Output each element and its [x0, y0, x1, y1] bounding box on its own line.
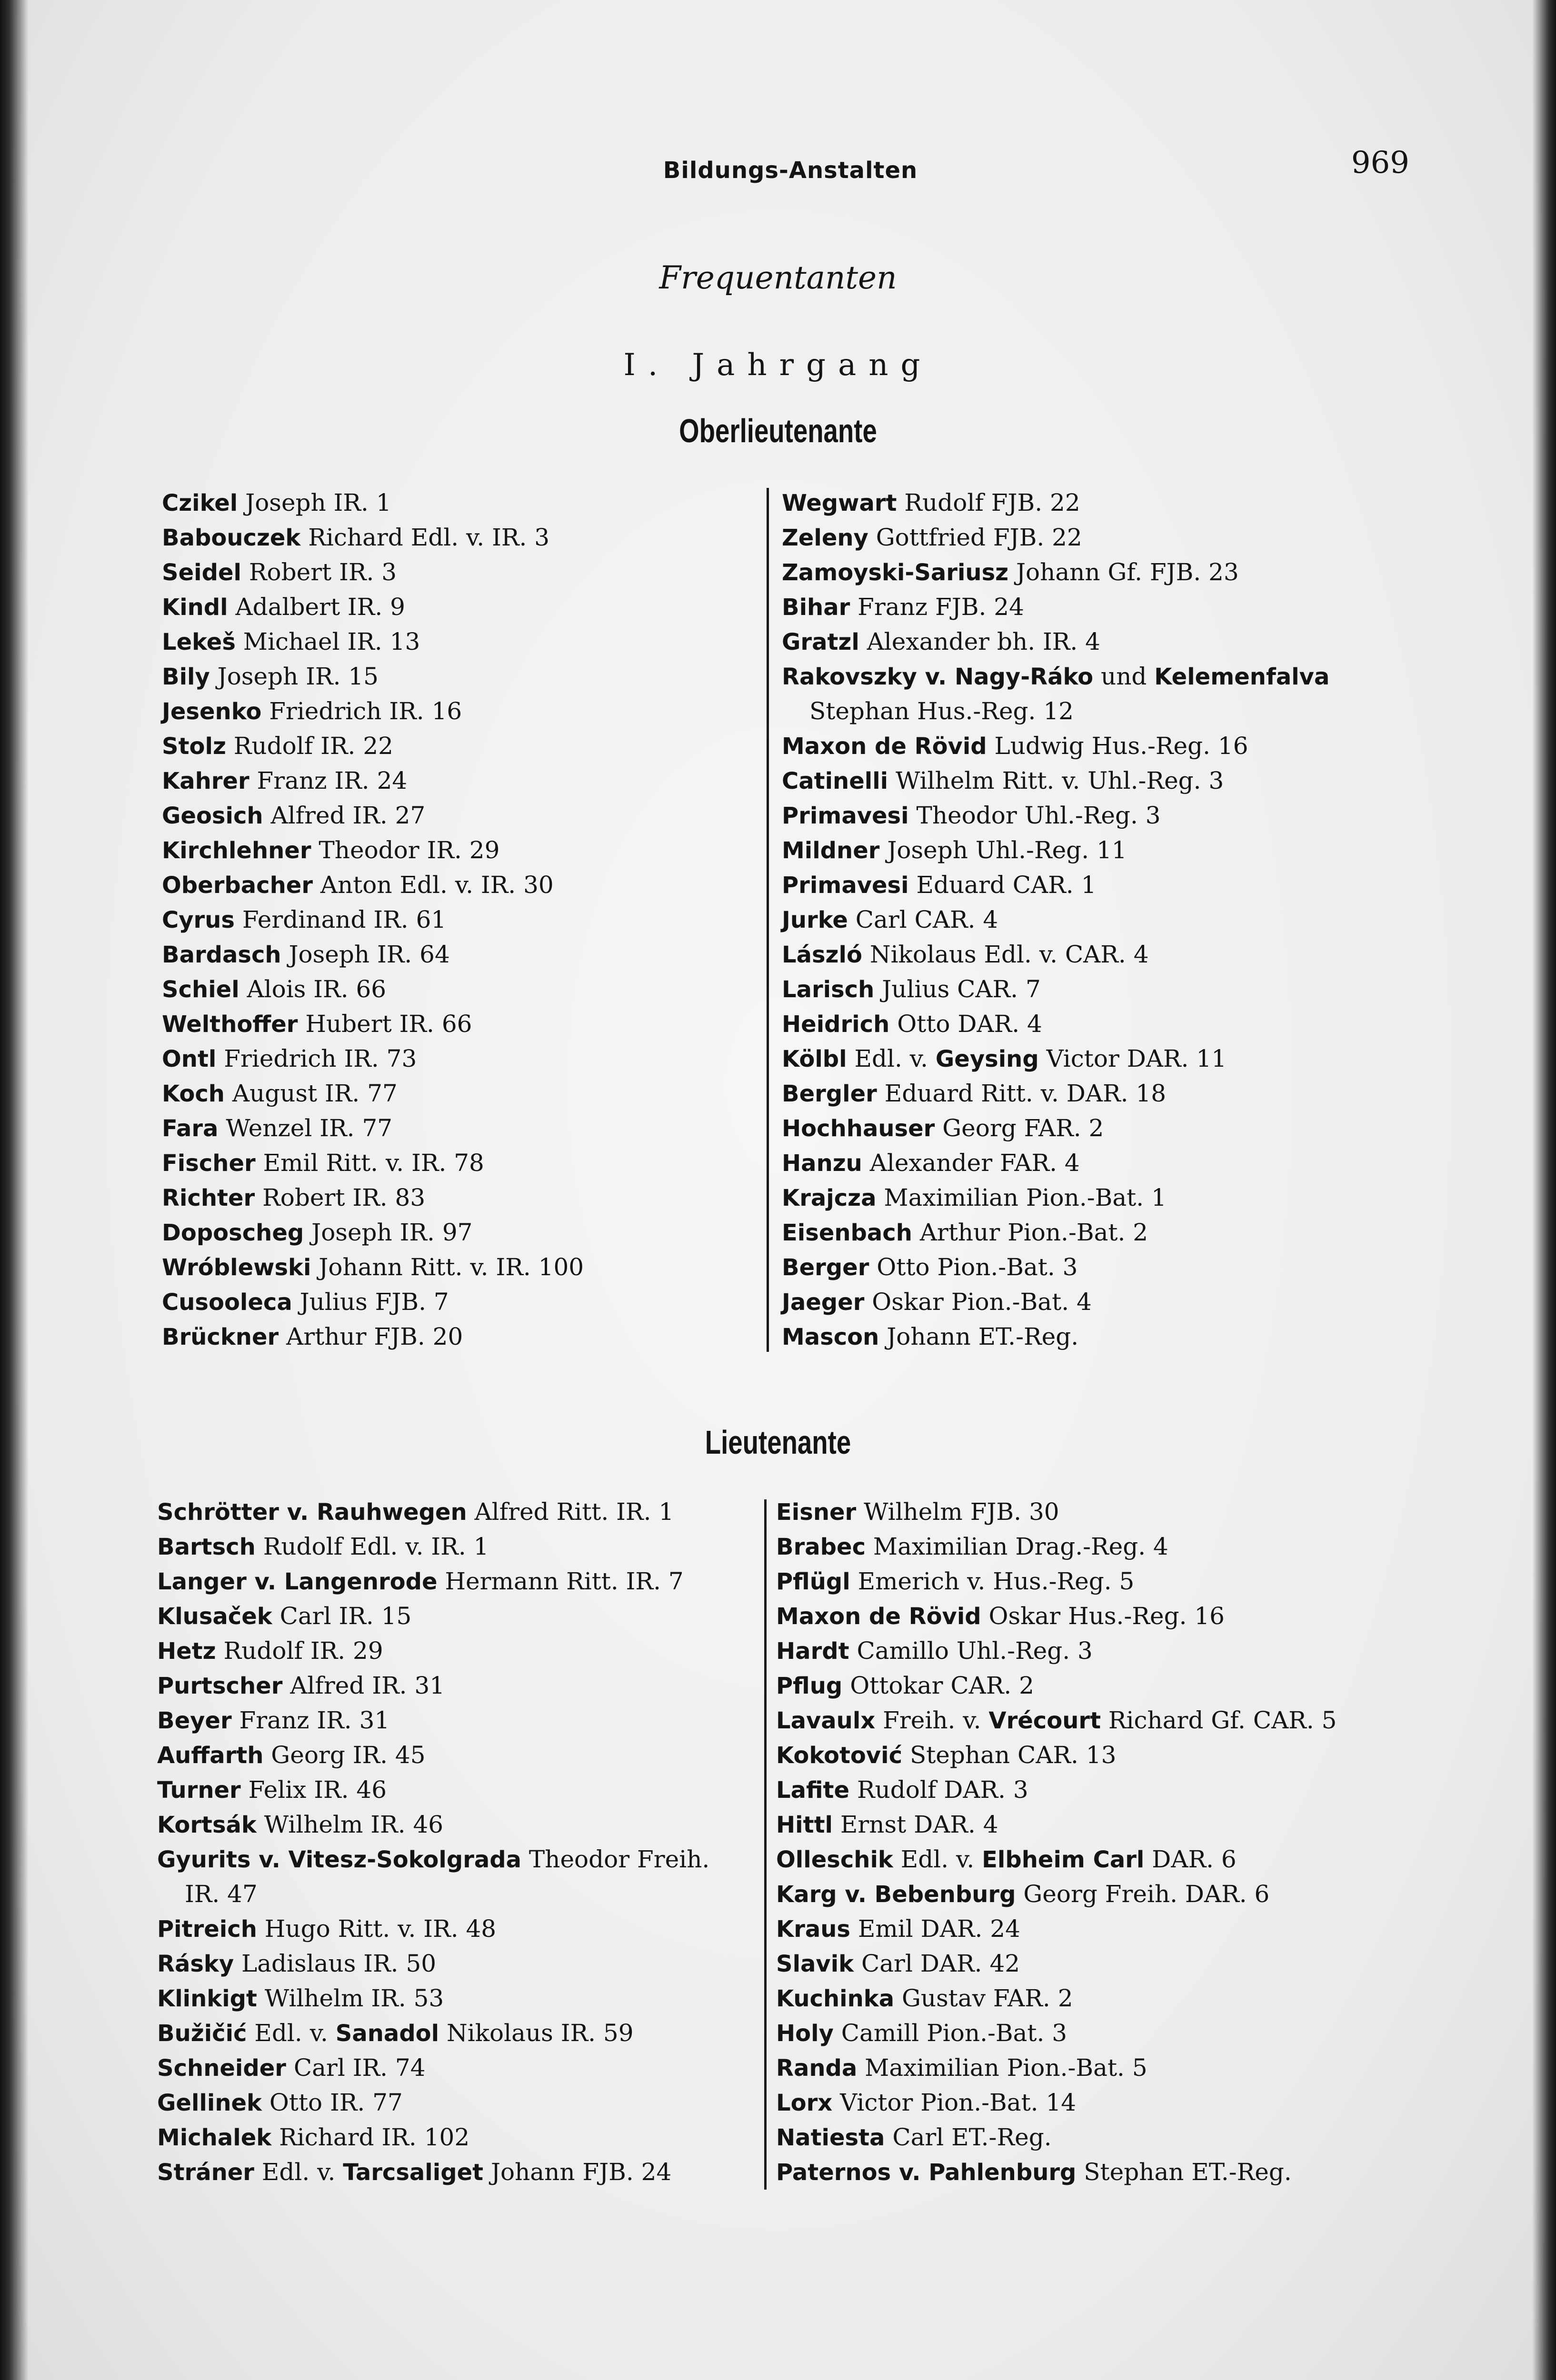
oberlieutenante-left-column	[162, 486, 743, 1354]
roster-entry	[776, 1877, 1443, 1912]
entry-surname: Koch	[162, 1081, 225, 1107]
entry-details: IR. 47	[185, 1880, 258, 1908]
entry-surname: Slavik	[776, 1951, 854, 1977]
roster-entry	[776, 1599, 1443, 1634]
roster-entry	[776, 1703, 1443, 1738]
entry-details: Edl. v.	[847, 1045, 936, 1072]
entry-details: Theodor Freih.	[521, 1845, 710, 1873]
scan-edge-left	[0, 0, 29, 2380]
entry-surname: Cyrus	[162, 907, 235, 933]
entry-surname: Gyurits v. Vitesz-Sokolgrada	[157, 1846, 521, 1873]
roster-entry	[162, 1076, 743, 1111]
entry-predicate: Tarcsaliget	[343, 2159, 484, 2186]
entry-details: Camillo Uhl.-Reg. 3	[849, 1637, 1093, 1665]
roster-entry	[776, 1738, 1443, 1773]
entry-surname: Kahrer	[162, 768, 249, 794]
entry-details: Theodor IR. 29	[311, 836, 500, 864]
entry-surname: Lavaulx	[776, 1707, 876, 1734]
entry-surname: Bardasch	[162, 942, 281, 968]
roster-entry	[776, 1564, 1443, 1599]
entry-details: Julius CAR. 7	[874, 975, 1041, 1003]
entry-details: Alexander bh. IR. 4	[859, 628, 1100, 655]
entry-details: Carl CAR. 4	[848, 906, 998, 933]
entry-details: Adalbert IR. 9	[228, 593, 405, 621]
entry-surname: Stráner	[157, 2159, 254, 2186]
entry-details: Georg IR. 45	[263, 1741, 426, 1769]
entry-surname: Beyer	[157, 1707, 232, 1734]
entry-details: Michael IR. 13	[235, 628, 420, 655]
entry-details: Johann Ritt. v. IR. 100	[311, 1253, 584, 1281]
entry-details: Carl DAR. 42	[854, 1950, 1020, 1977]
entry-surname: Fischer	[162, 1150, 256, 1177]
entry-details: Maximilian Pion.-Bat. 5	[857, 2054, 1147, 2082]
entry-details: Oskar Pion.-Bat. 4	[864, 1288, 1092, 1316]
entry-details: Friedrich IR. 73	[216, 1045, 417, 1072]
entry-details: Eduard Ritt. v. DAR. 18	[877, 1080, 1167, 1107]
entry-details: Joseph IR. 1	[238, 489, 391, 516]
entry-surname: Mascon	[782, 1324, 879, 1350]
entry-surname: Hanzu	[782, 1150, 862, 1177]
entry-details: Rudolf Edl. v. IR. 1	[255, 1533, 489, 1560]
entry-surname: Maxon de Rövid	[776, 1603, 981, 1630]
roster-entry	[776, 1912, 1443, 1946]
entry-surname: Richter	[162, 1185, 255, 1211]
entry-predicate: Geysing	[935, 1046, 1039, 1072]
entry-details: Alois IR. 66	[239, 975, 387, 1003]
entry-surname: Kraus	[776, 1916, 850, 1943]
roster-entry	[782, 1146, 1439, 1180]
entry-surname: Natiesta	[776, 2124, 885, 2151]
entry-surname: Seidel	[162, 559, 241, 586]
entry-details: Edl. v.	[247, 2019, 336, 2047]
entry-details: Ferdinand IR. 61	[234, 906, 447, 933]
entry-surname: Lekeš	[162, 629, 236, 655]
entry-details: Arthur Pion.-Bat. 2	[912, 1219, 1148, 1246]
entry-details: Maximilian Pion.-Bat. 1	[876, 1184, 1167, 1211]
roster-entry	[782, 764, 1439, 798]
roster-entry	[782, 486, 1439, 520]
entry-surname: Maxon de Rövid	[782, 733, 987, 760]
entry-details: Robert IR. 83	[255, 1184, 426, 1211]
entry-surname: Hetz	[157, 1638, 216, 1665]
roster-entry	[782, 520, 1439, 555]
entry-surname: Babouczek	[162, 525, 301, 551]
roster-entry	[157, 1738, 757, 1773]
entry-details: Gottfried FJB. 22	[868, 524, 1082, 551]
entry-details: Hugo Ritt. v. IR. 48	[257, 1915, 497, 1943]
entry-details: August IR. 77	[224, 1080, 398, 1107]
entry-surname: Cusoolecа	[162, 1289, 292, 1316]
roster-entry	[782, 1215, 1439, 1250]
roster-entry	[776, 1529, 1443, 1564]
entry-surname: Lafite	[776, 1777, 850, 1804]
jahrgang-heading: I. Jahrgang	[623, 347, 933, 383]
entry-surname: Langer v. Langenrode	[157, 1568, 438, 1595]
entry-surname: László	[782, 942, 862, 968]
roster-entry	[162, 833, 743, 868]
entry-details: Georg FAR. 2	[935, 1114, 1104, 1142]
roster-entry	[782, 868, 1439, 902]
roster-entry	[157, 1946, 757, 1981]
entry-surname: Kuchinka	[776, 1985, 895, 2012]
entry-surname: Kokotović	[776, 1742, 903, 1769]
roster-entry	[162, 937, 743, 972]
entry-details: Maximilian Drag.-Reg. 4	[866, 1533, 1168, 1560]
entry-surname: Krajcza	[782, 1185, 877, 1211]
entry-predicate: Vrécourt	[988, 1707, 1101, 1734]
roster-entry	[782, 625, 1439, 659]
roster-entry	[162, 486, 743, 520]
entry-details: Carl ET.-Reg.	[885, 2123, 1052, 2151]
frequentanten-heading: Frequentanten	[659, 259, 897, 296]
entry-surname: Kirchlehner	[162, 837, 311, 864]
entry-details: Stephan ET.-Reg.	[1076, 2158, 1292, 2186]
entry-details: Ernst DAR. 4	[832, 1811, 998, 1838]
entry-surname: Kindl	[162, 594, 228, 621]
entry-surname: Zeleny	[782, 525, 868, 551]
entry-surname: Brabec	[776, 1534, 866, 1560]
entry-details: Alfred Ritt. IR. 1	[467, 1498, 674, 1526]
entry-details: Richard Edl. v. IR. 3	[300, 524, 550, 551]
entry-details: Georg Freih. DAR. 6	[1016, 1880, 1270, 1908]
entry-surname: Pflügl	[776, 1568, 850, 1595]
entry-details: Victor DAR. 11	[1038, 1045, 1227, 1072]
roster-entry	[776, 2051, 1443, 2085]
roster-entry	[782, 798, 1439, 833]
entry-details: Wilhelm IR. 53	[257, 1984, 444, 2012]
entry-details: Ottokar CAR. 2	[842, 1672, 1034, 1699]
entry-surname: Olleschik	[776, 1846, 893, 1873]
entry-surname: Eisner	[776, 1499, 857, 1526]
roster-entry	[162, 1007, 743, 1041]
roster-entry	[157, 1912, 757, 1946]
entry-details: Otto Pion.-Bat. 3	[869, 1253, 1078, 1281]
entry-surname: Bužičić	[157, 2020, 247, 2047]
roster-entry	[782, 972, 1439, 1007]
entry-details: Alexander FAR. 4	[862, 1149, 1080, 1177]
roster-entry	[776, 2016, 1443, 2051]
roster-entry	[776, 2155, 1443, 2190]
entry-surname: Klusaček	[157, 1603, 272, 1630]
entry-details: Robert IR. 3	[241, 558, 397, 586]
roster-entry	[782, 937, 1439, 972]
roster-entry	[162, 659, 743, 694]
entry-surname: Klinkigt	[157, 1985, 257, 2012]
entry-details: Wilhelm Ritt. v. Uhl.-Reg. 3	[888, 767, 1224, 794]
entry-surname: Kölbl	[782, 1046, 847, 1072]
entry-surname: Karg v. Bebenburg	[776, 1881, 1016, 1908]
roster-entry	[162, 729, 743, 764]
roster-entry	[162, 868, 743, 902]
entry-surname: Schiel	[162, 976, 239, 1003]
roster-entry	[162, 555, 743, 590]
entry-details: Emerich v. Hus.-Reg. 5	[850, 1567, 1135, 1595]
entry-surname: Holy	[776, 2020, 834, 2047]
oberlieutenante-title: Oberlieutenante	[679, 412, 877, 449]
page-number: 969	[1351, 145, 1409, 180]
entry-details: Stephan Hus.-Reg. 12	[809, 697, 1074, 725]
roster-entry	[157, 1495, 757, 1529]
roster-entry	[776, 1946, 1443, 1981]
entry-details: Felix IR. 46	[240, 1776, 387, 1804]
roster-entry	[162, 1215, 743, 1250]
roster-entry	[157, 1807, 757, 1842]
entry-details: Johann Gf. FJB. 23	[1008, 558, 1239, 586]
roster-entry	[162, 972, 743, 1007]
roster-entry	[162, 1250, 743, 1285]
entry-details: Ludwig Hus.-Reg. 16	[987, 732, 1248, 760]
roster-entry	[162, 1319, 743, 1354]
roster-entry	[162, 1285, 743, 1319]
roster-entry	[157, 1668, 757, 1703]
roster-entry	[782, 833, 1439, 868]
entry-surname: Pitreich	[157, 1916, 257, 1943]
entry-surname: Doposcheg	[162, 1220, 304, 1246]
roster-entry	[162, 1111, 743, 1146]
roster-entry	[782, 590, 1439, 625]
entry-surname: Zamoyski-Sariusz	[782, 559, 1009, 586]
roster-entry	[157, 1599, 757, 1634]
entry-details: Camill Pion.-Bat. 3	[833, 2019, 1067, 2047]
entry-surname: Primavesi	[782, 872, 909, 899]
entry-surname: Stolz	[162, 733, 226, 760]
entry-details: Rudolf FJB. 22	[897, 489, 1080, 516]
roster-entry	[782, 1180, 1439, 1215]
entry-details: Wilhelm IR. 46	[256, 1811, 444, 1838]
entry-details: Eduard CAR. 1	[908, 871, 1097, 899]
roster-entry	[776, 2085, 1443, 2120]
entry-surname: Auffarth	[157, 1742, 264, 1769]
oberlieutenante-right-column	[782, 486, 1439, 1354]
entry-surname: Berger	[782, 1254, 869, 1281]
roster-entry	[782, 1007, 1439, 1041]
entry-details: Theodor Uhl.-Reg. 3	[908, 802, 1161, 829]
roster-entry	[162, 520, 743, 555]
lieutenante-title: Lieutenante	[705, 1424, 851, 1461]
entry-details: und	[1093, 663, 1155, 690]
roster-entry	[162, 625, 743, 659]
entry-surname: Gellinek	[157, 2090, 262, 2116]
roster-entry	[782, 1041, 1439, 1076]
entry-surname: Rásky	[157, 1951, 234, 1977]
entry-details: Hubert IR. 66	[298, 1010, 472, 1038]
entry-details: Otto DAR. 4	[889, 1010, 1042, 1038]
roster-entry	[157, 2155, 757, 2190]
roster-entry	[782, 1076, 1439, 1111]
roster-entry	[162, 694, 743, 729]
entry-details: Edl. v.	[893, 1845, 982, 1873]
entry-surname: Schrötter v. Rauhwegen	[157, 1499, 467, 1526]
entry-surname: Mildner	[782, 837, 880, 864]
entry-surname: Jesenko	[162, 698, 262, 725]
entry-surname: Rakovszky v. Nagy-Ráko	[782, 664, 1094, 690]
entry-surname: Larisch	[782, 976, 875, 1003]
entry-details: Nikolaus IR. 59	[439, 2019, 634, 2047]
roster-entry	[776, 1634, 1443, 1668]
entry-details: Friedrich IR. 16	[261, 697, 462, 725]
roster-entry	[162, 1180, 743, 1215]
entry-details: Victor Pion.-Bat. 14	[832, 2089, 1077, 2116]
lieutenante-column-divider	[764, 1499, 767, 2190]
roster-entry	[782, 1250, 1439, 1285]
roster-entry	[776, 1842, 1443, 1877]
roster-entry	[782, 1319, 1439, 1354]
entry-surname: Turner	[157, 1777, 241, 1804]
entry-details: Johann ET.-Reg.	[879, 1323, 1079, 1350]
entry-surname: Fara	[162, 1115, 219, 1142]
entry-details: Alfred IR. 27	[263, 802, 426, 829]
entry-details: DAR. 6	[1144, 1845, 1237, 1873]
roster-entry	[157, 1981, 757, 2016]
entry-surname: Jurke	[782, 907, 848, 933]
roster-entry-continuation	[157, 1877, 757, 1912]
roster-entry	[157, 1529, 757, 1564]
roster-entry	[162, 1146, 743, 1180]
roster-entry	[157, 2016, 757, 2051]
entry-details: Rudolf IR. 29	[216, 1637, 383, 1665]
entry-surname: Oberbacher	[162, 872, 313, 899]
entry-details: Otto IR. 77	[261, 2089, 403, 2116]
oberlieutenante-column-divider	[767, 488, 769, 1352]
roster-entry	[157, 1564, 757, 1599]
roster-entry	[782, 555, 1439, 590]
entry-details: Freih. v.	[875, 1706, 989, 1734]
roster-entry	[157, 2085, 757, 2120]
roster-entry	[782, 1111, 1439, 1146]
entry-surname: Gratzl	[782, 629, 859, 655]
roster-entry	[782, 729, 1439, 764]
roster-entry	[162, 764, 743, 798]
entry-surname: Eisenbach	[782, 1220, 912, 1246]
entry-details: Hermann Ritt. IR. 7	[437, 1567, 684, 1595]
entry-surname: Heidrich	[782, 1011, 890, 1038]
roster-entry	[157, 1773, 757, 1807]
entry-details: Joseph Uhl.-Reg. 11	[879, 836, 1127, 864]
lieutenante-right-column	[776, 1495, 1443, 2190]
entry-surname: Hardt	[776, 1638, 849, 1665]
entry-surname: Schneider	[157, 2055, 286, 2082]
roster-entry	[776, 1773, 1443, 1807]
roster-entry	[162, 590, 743, 625]
entry-details: Franz IR. 24	[249, 767, 408, 794]
entry-surname: Primavesi	[782, 803, 909, 829]
entry-details: Carl IR. 15	[272, 1602, 412, 1630]
roster-entry	[782, 659, 1439, 694]
entry-surname: Bergler	[782, 1081, 877, 1107]
roster-entry	[776, 1807, 1443, 1842]
roster-entry	[157, 2120, 757, 2155]
entry-surname: Hochhauser	[782, 1115, 935, 1142]
roster-entry	[776, 1495, 1443, 1529]
entry-surname: Jaeger	[782, 1289, 865, 1316]
scan-edge-right	[1532, 0, 1556, 2380]
entry-surname: Paternos v. Pahlenburg	[776, 2159, 1077, 2186]
entry-surname: Kortsák	[157, 1812, 257, 1838]
entry-surname: Wróblewski	[162, 1254, 311, 1281]
entry-details: Carl IR. 74	[286, 2054, 426, 2082]
entry-details: Joseph IR. 64	[281, 941, 450, 968]
entry-details: Alfred IR. 31	[282, 1672, 445, 1699]
roster-entry-continuation	[782, 694, 1439, 729]
entry-details: Stephan CAR. 13	[902, 1741, 1117, 1769]
roster-entry	[162, 1041, 743, 1076]
roster-entry	[776, 1981, 1443, 2016]
entry-details: Wenzel IR. 77	[218, 1114, 393, 1142]
entry-surname: Ontl	[162, 1046, 217, 1072]
entry-details: Wilhelm FJB. 30	[856, 1498, 1059, 1526]
entry-details: Joseph IR. 97	[304, 1219, 473, 1246]
roster-entry	[157, 2051, 757, 2085]
entry-details: Richard Gf. CAR. 5	[1101, 1706, 1337, 1734]
entry-surname: Lorx	[776, 2090, 833, 2116]
roster-entry	[776, 2120, 1443, 2155]
roster-entry	[162, 798, 743, 833]
roster-entry	[157, 1703, 757, 1738]
entry-surname: Purtscher	[157, 1673, 283, 1699]
entry-surname: Czikel	[162, 490, 238, 516]
lieutenante-left-column	[157, 1495, 757, 2190]
entry-details: Arthur FJB. 20	[279, 1323, 463, 1350]
entry-surname: Wegwart	[782, 490, 897, 516]
entry-details: Gustav FAR. 2	[894, 1984, 1073, 2012]
roster-entry	[157, 1842, 757, 1877]
entry-details: Anton Edl. v. IR. 30	[313, 871, 554, 899]
entry-details: Richard IR. 102	[271, 2123, 470, 2151]
roster-entry	[157, 1634, 757, 1668]
entry-surname: Geosich	[162, 803, 263, 829]
entry-surname: Brückner	[162, 1324, 279, 1350]
entry-details: Emil Ritt. v. IR. 78	[255, 1149, 484, 1177]
roster-entry	[782, 902, 1439, 937]
entry-details: Joseph IR. 15	[209, 663, 379, 690]
roster-entry	[776, 1668, 1443, 1703]
entry-details: Nikolaus Edl. v. CAR. 4	[862, 941, 1149, 968]
entry-details: Franz FJB. 24	[850, 593, 1024, 621]
entry-details: Edl. v.	[254, 2158, 343, 2186]
entry-details: Johann FJB. 24	[483, 2158, 672, 2186]
entry-details: Rudolf DAR. 3	[849, 1776, 1028, 1804]
entry-details: Julius FJB. 7	[292, 1288, 449, 1316]
entry-details: Franz IR. 31	[231, 1706, 390, 1734]
entry-surname: Catinelli	[782, 768, 888, 794]
entry-surname: Randa	[776, 2055, 858, 2082]
entry-details: Rudolf IR. 22	[226, 732, 393, 760]
roster-entry	[782, 1285, 1439, 1319]
entry-details: Emil DAR. 24	[850, 1915, 1020, 1943]
entry-surname: Michalek	[157, 2124, 272, 2151]
entry-surname: Hittl	[776, 1812, 833, 1838]
entry-surname: Pflug	[776, 1673, 843, 1699]
running-head: Bildungs-Anstalten	[663, 157, 918, 184]
entry-surname: Bartsch	[157, 1534, 256, 1560]
entry-predicate: Elbheim Carl	[982, 1846, 1145, 1873]
entry-details: Ladislaus IR. 50	[234, 1950, 437, 1977]
entry-surname: Welthoffer	[162, 1011, 298, 1038]
entry-predicate: Kelemenfalva	[1154, 664, 1330, 690]
entry-details: Oskar Hus.-Reg. 16	[981, 1602, 1225, 1630]
entry-surname: Bihar	[782, 594, 850, 621]
entry-surname: Bily	[162, 664, 210, 690]
roster-entry	[162, 902, 743, 937]
entry-predicate: Sanadol	[335, 2020, 439, 2047]
